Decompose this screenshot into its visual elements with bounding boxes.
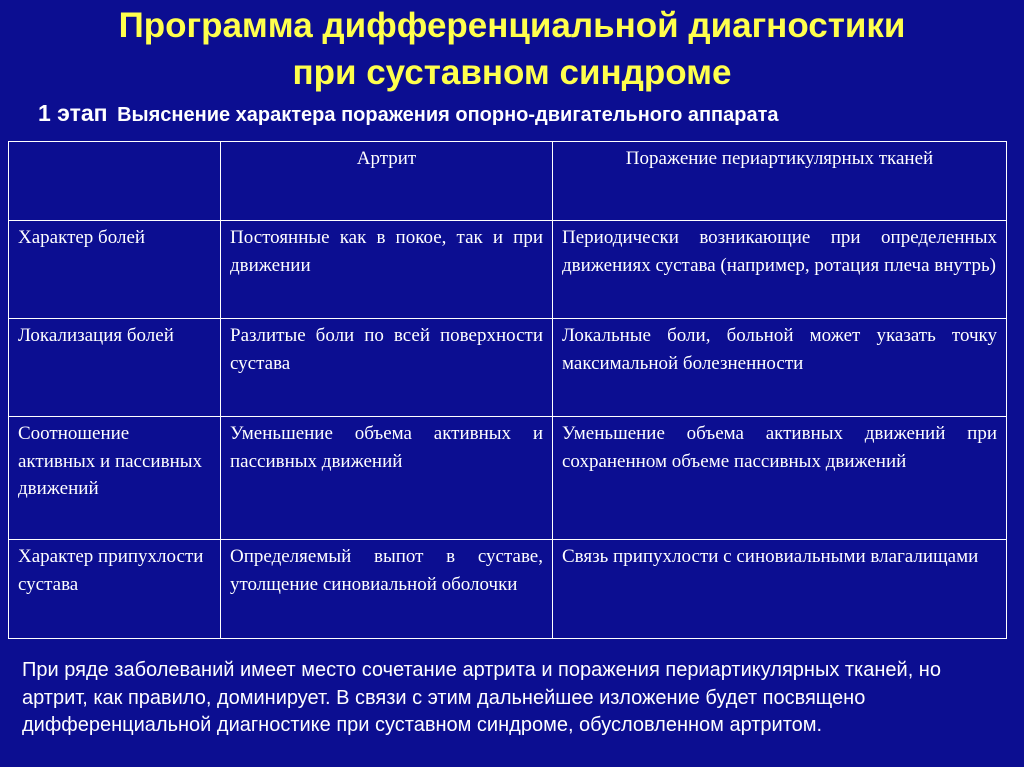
periarticular-cell: Связь припухлости с синовиальными влагалищами bbox=[553, 540, 1007, 639]
slide-title bbox=[0, 2, 1024, 96]
arthritis-cell: Уменьшение объема активных и пассивных движений bbox=[221, 417, 553, 540]
stage-subtitle bbox=[38, 98, 779, 130]
row-label-cell: Характер болей bbox=[9, 221, 221, 319]
slide-title-line-2: при суставном синдроме bbox=[292, 53, 732, 92]
row-label-cell: Локализация болей bbox=[9, 319, 221, 417]
table-row bbox=[9, 417, 1007, 540]
header-cell-empty bbox=[9, 142, 221, 221]
table-row bbox=[9, 221, 1007, 319]
stage-number: 1 этап bbox=[38, 100, 108, 126]
header-cell-arthritis: Артрит bbox=[221, 142, 553, 221]
arthritis-cell: Разлитые боли по всей поверхности сустава bbox=[221, 319, 553, 417]
table-row bbox=[9, 319, 1007, 417]
stage-description: Выяснение характера поражения опорно-двигательного аппарата bbox=[117, 104, 779, 126]
footer-note: При ряде заболеваний имеет место сочетание артрита и поражения периартикулярных тканей, но артрит, как правило, доминирует. В связи с этим дальнейшее изложение будет посвящено дифференциальной диагностике при суставном синдроме, обусловленном артритом. bbox=[22, 659, 941, 736]
header-cell-periarticular: Поражение периартикулярных тканей bbox=[553, 142, 1007, 221]
slide-title-line-1: Программа дифференциальной диагностики bbox=[118, 6, 906, 45]
arthritis-cell: Определяемый выпот в суставе, утолщение синовиальной оболочки bbox=[221, 540, 553, 639]
table-row bbox=[9, 540, 1007, 639]
periarticular-cell: Периодически возникающие при определенных движениях сустава (например, ротация плеча внутрь) bbox=[553, 221, 1007, 319]
table-header-row bbox=[9, 142, 1007, 221]
differential-diagnosis-table bbox=[8, 141, 1007, 639]
arthritis-cell: Постоянные как в покое, так и при движении bbox=[221, 221, 553, 319]
row-label-cell: Характер припухлости сустава bbox=[9, 540, 221, 639]
row-label-cell: Соотношение активных и пассивных движений bbox=[9, 417, 221, 540]
periarticular-cell: Уменьшение объема активных движений при сохраненном объеме пассивных движений bbox=[553, 417, 1007, 540]
periarticular-cell: Локальные боли, больной может указать точку максимальной болезненности bbox=[553, 319, 1007, 417]
